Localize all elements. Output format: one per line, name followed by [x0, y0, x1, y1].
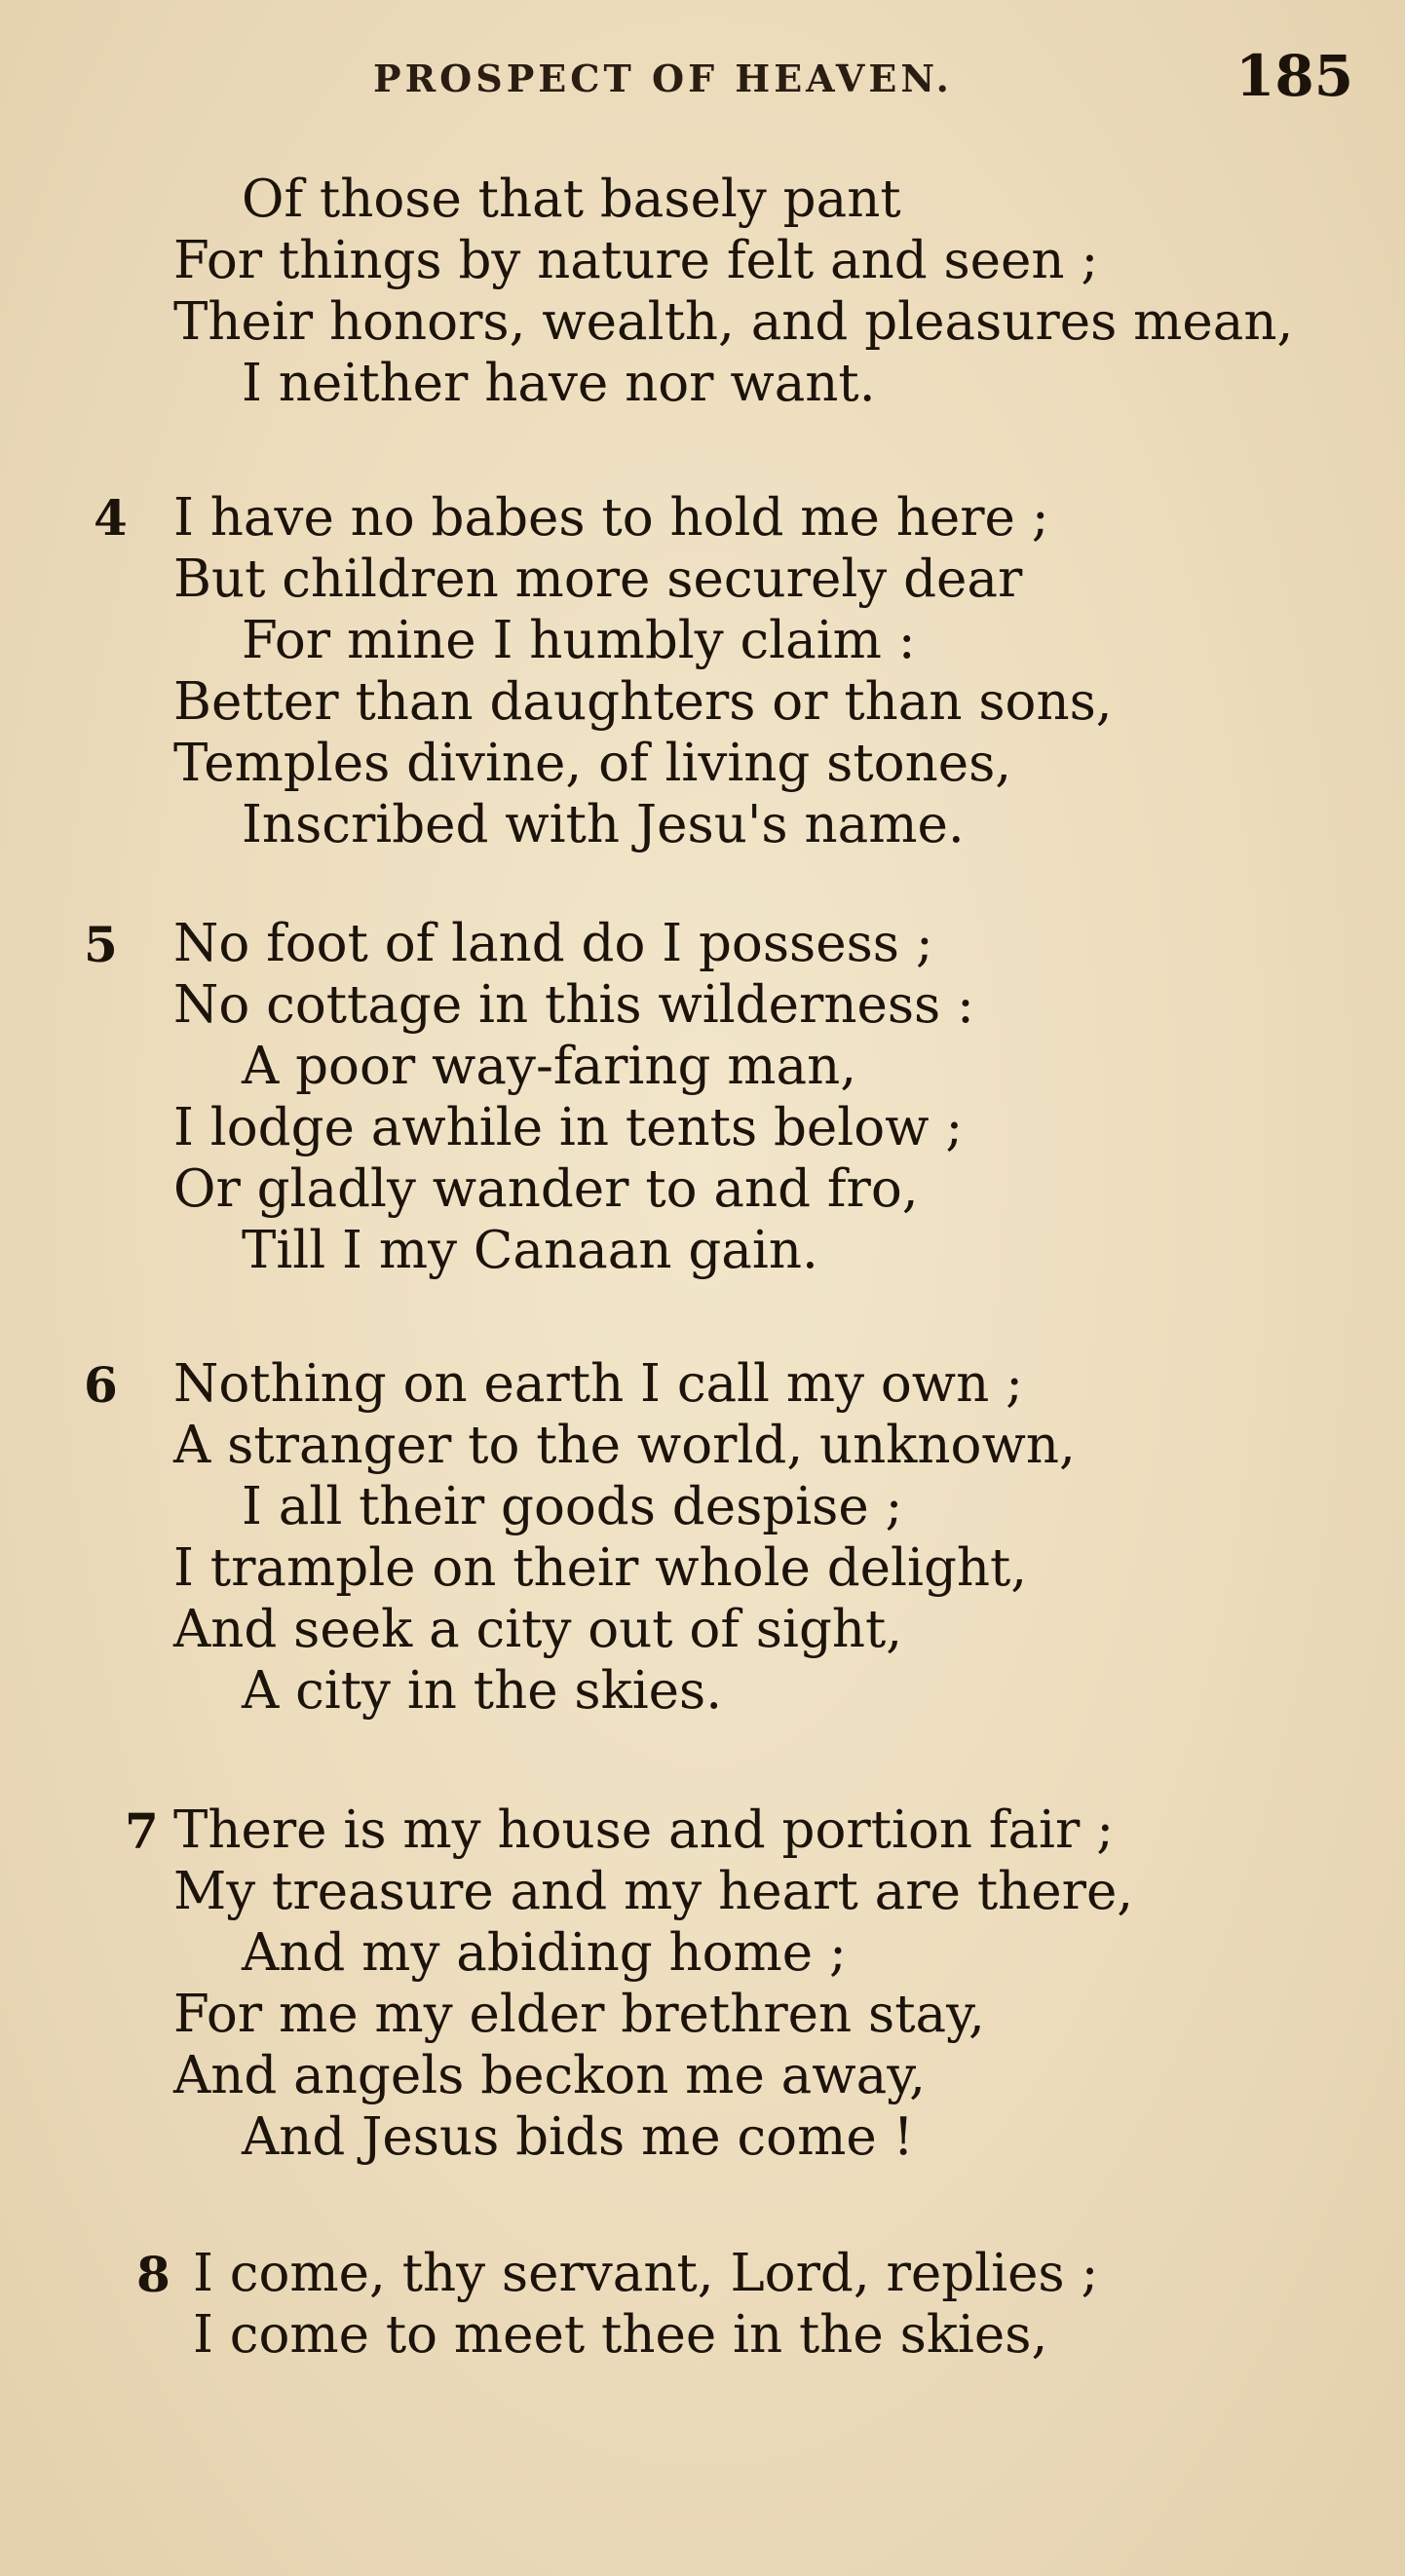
- verse-line: Or gladly wander to and fro,: [173, 1159, 919, 1219]
- verse-line: There is my house and portion fair ;: [173, 1800, 1115, 1860]
- verse-line: Nothing on earth I call my own ;: [173, 1354, 1024, 1414]
- verse-line: And seek a city out of sight,: [173, 1600, 903, 1659]
- verse-line: But children more securely dear: [173, 549, 1023, 609]
- verse-line: Temples divine, of living stones,: [173, 734, 1012, 793]
- verse-number: 8: [136, 2246, 171, 2303]
- verse-line: And my abiding home ;: [242, 1923, 847, 1983]
- verse-line: No cottage in this wilderness :: [173, 975, 974, 1035]
- verse-number: 7: [125, 1802, 159, 1860]
- verse-line: I come, thy servant, Lord, replies ;: [193, 2244, 1099, 2303]
- verse-line: Better than daughters or than sons,: [173, 672, 1113, 732]
- verse-line: For things by nature felt and seen ;: [173, 231, 1099, 290]
- verse-line: Till I my Canaan gain.: [242, 1221, 818, 1280]
- verse-number: 5: [84, 916, 118, 973]
- verse-line: Of those that basely pant: [242, 170, 901, 229]
- verse-line: No foot of land do I possess ;: [173, 914, 933, 973]
- verse-line: I come to meet thee in the skies,: [193, 2305, 1048, 2365]
- verse-line: Their honors, wealth, and pleasures mean,: [173, 292, 1294, 352]
- verse-line: For mine I humbly claim :: [242, 611, 916, 670]
- verse-number: 6: [84, 1356, 118, 1414]
- verse-line: I lodge awhile in tents below ;: [173, 1098, 964, 1157]
- verse-line: My treasure and my heart are there,: [173, 1862, 1134, 1921]
- verse-line: I have no babes to hold me here ;: [173, 488, 1049, 548]
- verse-line: And Jesus bids me come !: [242, 2107, 914, 2167]
- verse-line: And angels beckon me away,: [173, 2046, 926, 2105]
- verse-line: A poor way-faring man,: [242, 1037, 857, 1096]
- running-title: PROSPECT OF HEAVEN.: [373, 57, 953, 100]
- verse-number: 4: [94, 489, 128, 547]
- verse-line: I neither have nor want.: [242, 354, 876, 413]
- verse-line: A city in the skies.: [242, 1661, 723, 1721]
- verse-line: I trample on their whole delight,: [173, 1538, 1028, 1598]
- verse-line: For me my elder brethren stay,: [173, 1985, 985, 2044]
- verse-line: Inscribed with Jesu's name.: [242, 795, 965, 854]
- verse-line: A stranger to the world, unknown,: [173, 1416, 1076, 1475]
- page-number: 185: [1235, 43, 1354, 109]
- verse-line: I all their goods despise ;: [242, 1477, 903, 1536]
